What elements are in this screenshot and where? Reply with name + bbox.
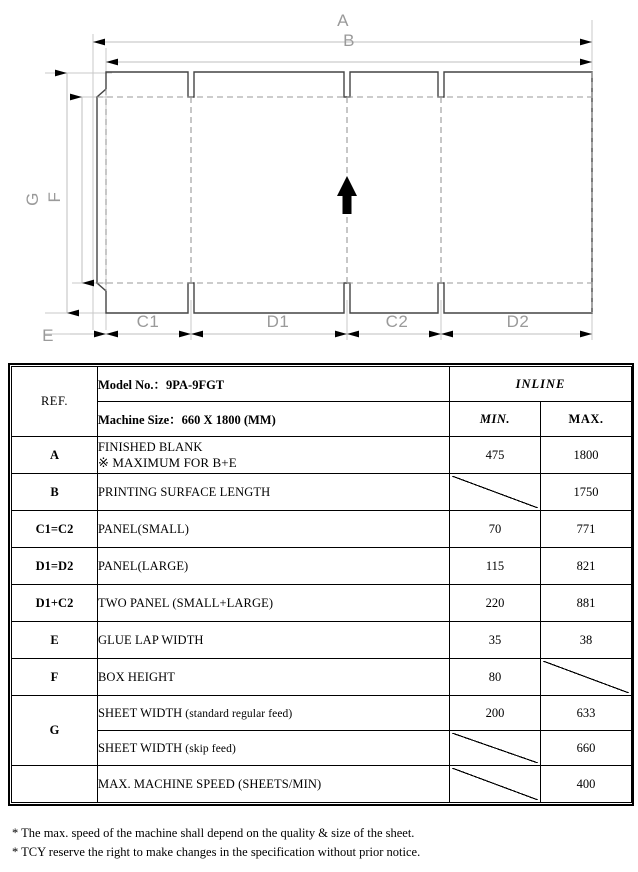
row-min-na <box>450 766 541 803</box>
row-max: 1750 <box>541 474 632 511</box>
witness-lines <box>45 20 592 340</box>
row-min: 70 <box>450 511 541 548</box>
row-min-na <box>450 731 541 766</box>
row-description-main: SHEET WIDTH <box>98 705 183 720</box>
row-ref: C1=C2 <box>12 511 98 548</box>
row-description-line2: ※ MAXIMUM FOR B+E <box>98 454 237 470</box>
row-min: 35 <box>450 622 541 659</box>
header-model-cell: Model No.：9PA-9FGT <box>98 367 450 402</box>
table-row <box>12 585 632 622</box>
footnote-speed: * The max. speed of the machine shall depend on the quality & size of the sheet. <box>12 826 415 840</box>
dimension-c2-label: C2 <box>385 312 409 331</box>
row-ref: E <box>12 622 98 659</box>
dimension-d1-label: D1 <box>266 312 290 331</box>
row-min: 115 <box>450 548 541 585</box>
row-max-na <box>541 659 632 696</box>
row-min: 475 <box>450 437 541 474</box>
row-min: 220 <box>450 585 541 622</box>
row-min: 80 <box>450 659 541 696</box>
table-header-row-size <box>12 402 632 437</box>
row-min: 200 <box>450 696 541 731</box>
row-description: BOX HEIGHT <box>98 659 450 696</box>
table-row <box>12 437 632 474</box>
row-description <box>98 731 450 766</box>
row-description <box>98 437 450 474</box>
dimension-d2-label: D2 <box>506 312 530 331</box>
row-ref: F <box>12 659 98 696</box>
table-row <box>12 511 632 548</box>
feed-direction-arrow-icon <box>337 176 357 214</box>
blank-layout-diagram <box>0 0 638 360</box>
row-description-main: SHEET WIDTH <box>98 740 183 755</box>
table-row <box>12 474 632 511</box>
row-description: PRINTING SURFACE LENGTH <box>98 474 450 511</box>
footnote-disclaimer: * TCY reserve the right to make changes in the specification without prior notice. <box>12 845 421 859</box>
row-description-line1: FINISHED BLANK <box>98 439 203 454</box>
table-row <box>12 659 632 696</box>
table-row <box>12 766 632 803</box>
table-header-row-model <box>12 367 632 402</box>
row-description: MAX. MACHINE SPEED (SHEETS/MIN) <box>98 766 450 803</box>
dimension-c1-label: C1 <box>136 312 160 331</box>
table-row <box>12 622 632 659</box>
row-ref: B <box>12 474 98 511</box>
row-max: 881 <box>541 585 632 622</box>
header-machine-size-cell: Machine Size：660 X 1800 (MM) <box>98 402 450 437</box>
dimension-g-label: G <box>23 192 42 206</box>
specification-table-container <box>8 363 634 806</box>
footnotes <box>12 824 622 862</box>
row-description: PANEL(LARGE) <box>98 548 450 585</box>
header-max-cell: MAX. <box>541 402 632 437</box>
diagram-canvas <box>0 0 638 360</box>
row-max: 1800 <box>541 437 632 474</box>
dimension-b-label: B <box>343 31 355 50</box>
row-ref: D1+C2 <box>12 585 98 622</box>
dimension-f-label: F <box>45 191 64 203</box>
row-description <box>98 696 450 731</box>
row-description: PANEL(SMALL) <box>98 511 450 548</box>
row-ref: A <box>12 437 98 474</box>
specification-table <box>11 366 632 803</box>
dimension-e-label: E <box>42 326 54 345</box>
dimension-f <box>45 97 82 283</box>
row-min-na <box>450 474 541 511</box>
row-description: TWO PANEL (SMALL+LARGE) <box>98 585 450 622</box>
table-row <box>12 696 632 731</box>
row-max: 821 <box>541 548 632 585</box>
row-max: 633 <box>541 696 632 731</box>
dimension-b <box>106 31 592 62</box>
row-description: GLUE LAP WIDTH <box>98 622 450 659</box>
row-ref <box>12 766 98 803</box>
panel-dimensions <box>106 312 592 334</box>
dimension-e <box>42 326 106 345</box>
row-max: 771 <box>541 511 632 548</box>
header-inline-cell: INLINE <box>450 367 632 402</box>
row-description-paren: (skip feed) <box>182 742 236 755</box>
dimension-a-label: A <box>337 11 349 30</box>
row-max: 660 <box>541 731 632 766</box>
row-description-paren: (standard regular feed) <box>182 707 293 720</box>
header-min-cell: MIN. <box>450 402 541 437</box>
table-row <box>12 548 632 585</box>
row-max: 400 <box>541 766 632 803</box>
row-ref-g-group: G <box>12 696 98 766</box>
table-row <box>12 731 632 766</box>
row-ref: D1=D2 <box>12 548 98 585</box>
row-max: 38 <box>541 622 632 659</box>
header-ref-cell: REF. <box>12 367 98 437</box>
